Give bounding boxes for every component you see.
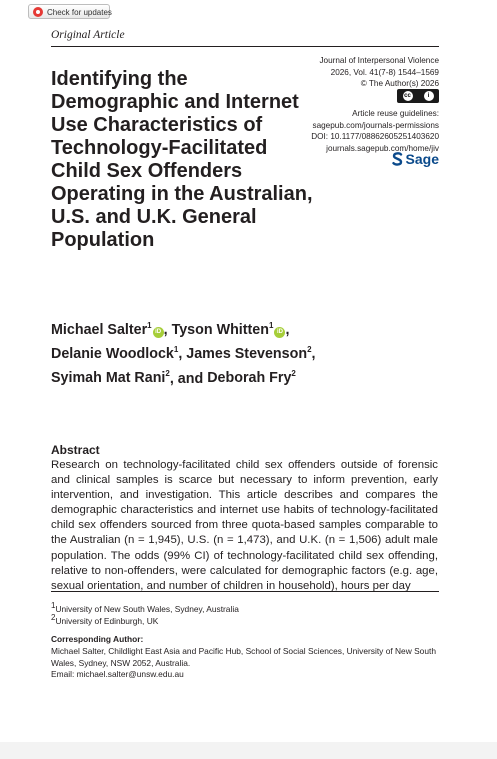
corresponding-author bbox=[51, 634, 439, 681]
orcid-icon[interactable]: iD bbox=[153, 327, 164, 338]
publisher-name: Sage bbox=[405, 151, 439, 167]
affiliation: $^1$University of New South Wales, Sydney, Australia bbox=[51, 601, 239, 614]
reuse-link[interactable]: sagepub.com/journals-permissions bbox=[312, 120, 439, 130]
article-title: Identifying the Demographic and Internet Use Characteristics of Technology-Facilitated Child Sex Offenders Operating in the Australian, U.S. and U.K. General Population bbox=[51, 68, 313, 251]
author[interactable]: Deborah Fry$^2$ bbox=[207, 369, 296, 387]
journal-home-link[interactable]: journals.sagepub.com/home/jiv bbox=[326, 143, 439, 153]
author[interactable]: Tyson Whitten$^1$iD bbox=[172, 322, 286, 338]
author[interactable]: Syimah Mat Rani$^2$ bbox=[51, 369, 170, 387]
crossmark-icon bbox=[33, 7, 43, 17]
cc-by-icon[interactable] bbox=[397, 89, 439, 103]
sage-s-icon bbox=[392, 152, 403, 166]
affiliation: $^2$University of Edinburgh, UK bbox=[51, 613, 159, 626]
author[interactable]: Delanie Woodlock$^1$ bbox=[51, 345, 179, 363]
footnote-rule bbox=[51, 591, 439, 592]
reuse-info bbox=[311, 108, 439, 154]
header-rule bbox=[51, 46, 439, 47]
cc-icon: cc bbox=[404, 93, 411, 99]
page-bottom-strip bbox=[0, 742, 497, 759]
copyright: © The Author(s) 2026 bbox=[360, 79, 439, 89]
publisher-logo bbox=[392, 151, 439, 167]
corresponding-heading: Corresponding Author: bbox=[51, 634, 144, 644]
journal-name: Journal of Interpersonal Violence bbox=[319, 56, 439, 65]
doi[interactable]: DOI: 10.1177/08862605251403620 bbox=[311, 132, 439, 142]
journal-volume: 2026, Vol. 41(7-8) 1544–1569 bbox=[330, 67, 439, 77]
corresponding-email[interactable]: Email: michael.salter@unsw.edu.au bbox=[51, 669, 184, 680]
by-icon: i bbox=[424, 91, 434, 101]
article-type: Original Article bbox=[51, 29, 125, 41]
check-for-updates-button[interactable] bbox=[28, 4, 110, 19]
check-for-updates-label: Check for updates bbox=[47, 8, 112, 17]
abstract-text: Research on technology-facilitated child sex offenders outside of forensic and clinical samples is scarce but necessary to inform prevention, early intervention, and investigation. This article describes and compares the demographic characteristics and internet use habits of technology-facilitated child sex offenders sourced from three quota-based samples comparable to the Australian (n = 1,945), U.S. (n = 1,473), and U.K. (n = 1,506) adult male population. The odds (99% CI) of technology-facilitated child sex offending, relative to non-offenders, were calculated for demographic factors (e.g. age, sexual orientation, and number of children in household), hours per day bbox=[51, 459, 438, 592]
author[interactable]: Michael Salter$^1$iD bbox=[51, 322, 164, 338]
author-list: Michael Salter$^1$iD , Tyson Whitten$^1$iD , Delanie Woodlock$^1$, James Stevenson$^2$, Syimah Mat Rani$^2$, and Deborah Fry$^2$ bbox=[51, 321, 316, 387]
orcid-icon[interactable]: iD bbox=[274, 327, 285, 338]
reuse-label: Article reuse guidelines: bbox=[352, 109, 439, 118]
author[interactable]: James Stevenson$^2$ bbox=[186, 345, 312, 363]
abstract-heading: Abstract bbox=[51, 443, 100, 457]
journal-info bbox=[319, 55, 439, 90]
corresponding-text: Michael Salter, Childlight East Asia and Pacific Hub, School of Social Sciences, University of New South Wales, Sydney, NSW 2052, Australia. bbox=[51, 645, 436, 668]
